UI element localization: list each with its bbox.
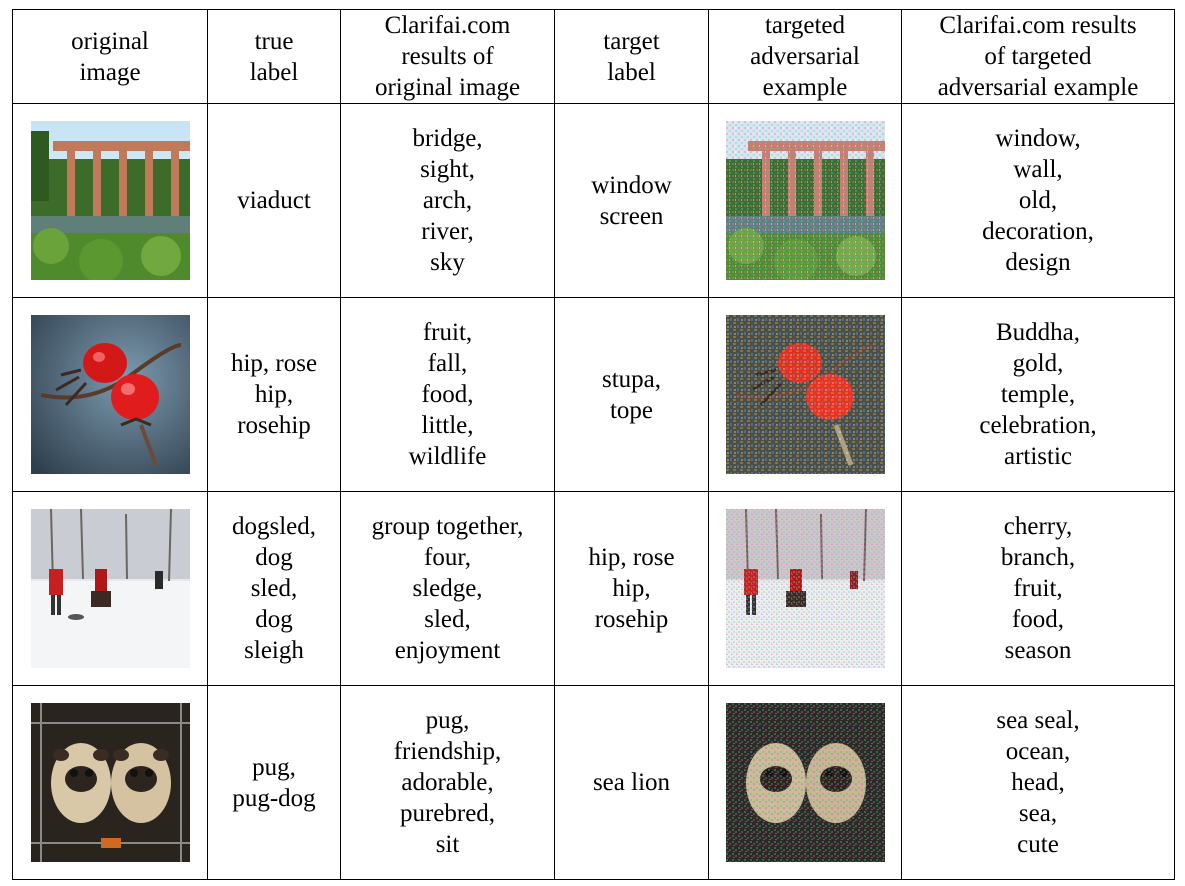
adversarial-results-cell: cherry, branch, fruit, food, season [902,492,1175,686]
header-original-image: original image [13,10,208,104]
viaduct-adversarial-photo [726,121,885,280]
header-true-label: true label [208,10,341,104]
header-row [13,10,1175,104]
true-label-cell: viaduct [208,104,341,298]
original-image-cell [13,104,208,298]
adversarial-image-cell [709,492,902,686]
pug-adversarial-photo [726,703,885,862]
target-label-cell: stupa, tope [555,298,709,492]
table-row [13,492,1175,686]
table-row [13,686,1175,880]
table-row [13,298,1175,492]
rosehip-photo [31,315,190,474]
table-row [13,104,1175,298]
adversarial-results-cell: sea seal, ocean, head, sea, cute [902,686,1175,880]
viaduct-photo [31,121,190,280]
dogsled-photo [31,509,190,668]
original-results-cell: pug, friendship, adorable, purebred, sit [341,686,555,880]
original-results-cell: bridge, sight, arch, river, sky [341,104,555,298]
true-label-cell: dogsled, dog sled, dog sleigh [208,492,341,686]
header-target-label: target label [555,10,709,104]
adversarial-image-cell [709,298,902,492]
results-table [12,9,1175,880]
header-adversarial-example: targeted adversarial example [709,10,902,104]
dogsled-adversarial-photo [726,509,885,668]
header-original-results: Clarifai.com results of original image [341,10,555,104]
adversarial-results-cell: window, wall, old, decoration, design [902,104,1175,298]
original-results-cell: group together, four, sledge, sled, enjoyment [341,492,555,686]
true-label-cell: pug, pug-dog [208,686,341,880]
adversarial-image-cell [709,104,902,298]
original-image-cell [13,298,208,492]
target-label-cell: window screen [555,104,709,298]
target-label-cell: hip, rose hip, rosehip [555,492,709,686]
header-adversarial-results: Clarifai.com results of targeted adversarial example [902,10,1175,104]
original-image-cell [13,686,208,880]
rosehip-adversarial-photo [726,315,885,474]
adversarial-image-cell [709,686,902,880]
original-results-cell: fruit, fall, food, little, wildlife [341,298,555,492]
adversarial-results-cell: Buddha, gold, temple, celebration, artistic [902,298,1175,492]
original-image-cell [13,492,208,686]
true-label-cell: hip, rose hip, rosehip [208,298,341,492]
pug-photo [31,703,190,862]
target-label-cell: sea lion [555,686,709,880]
